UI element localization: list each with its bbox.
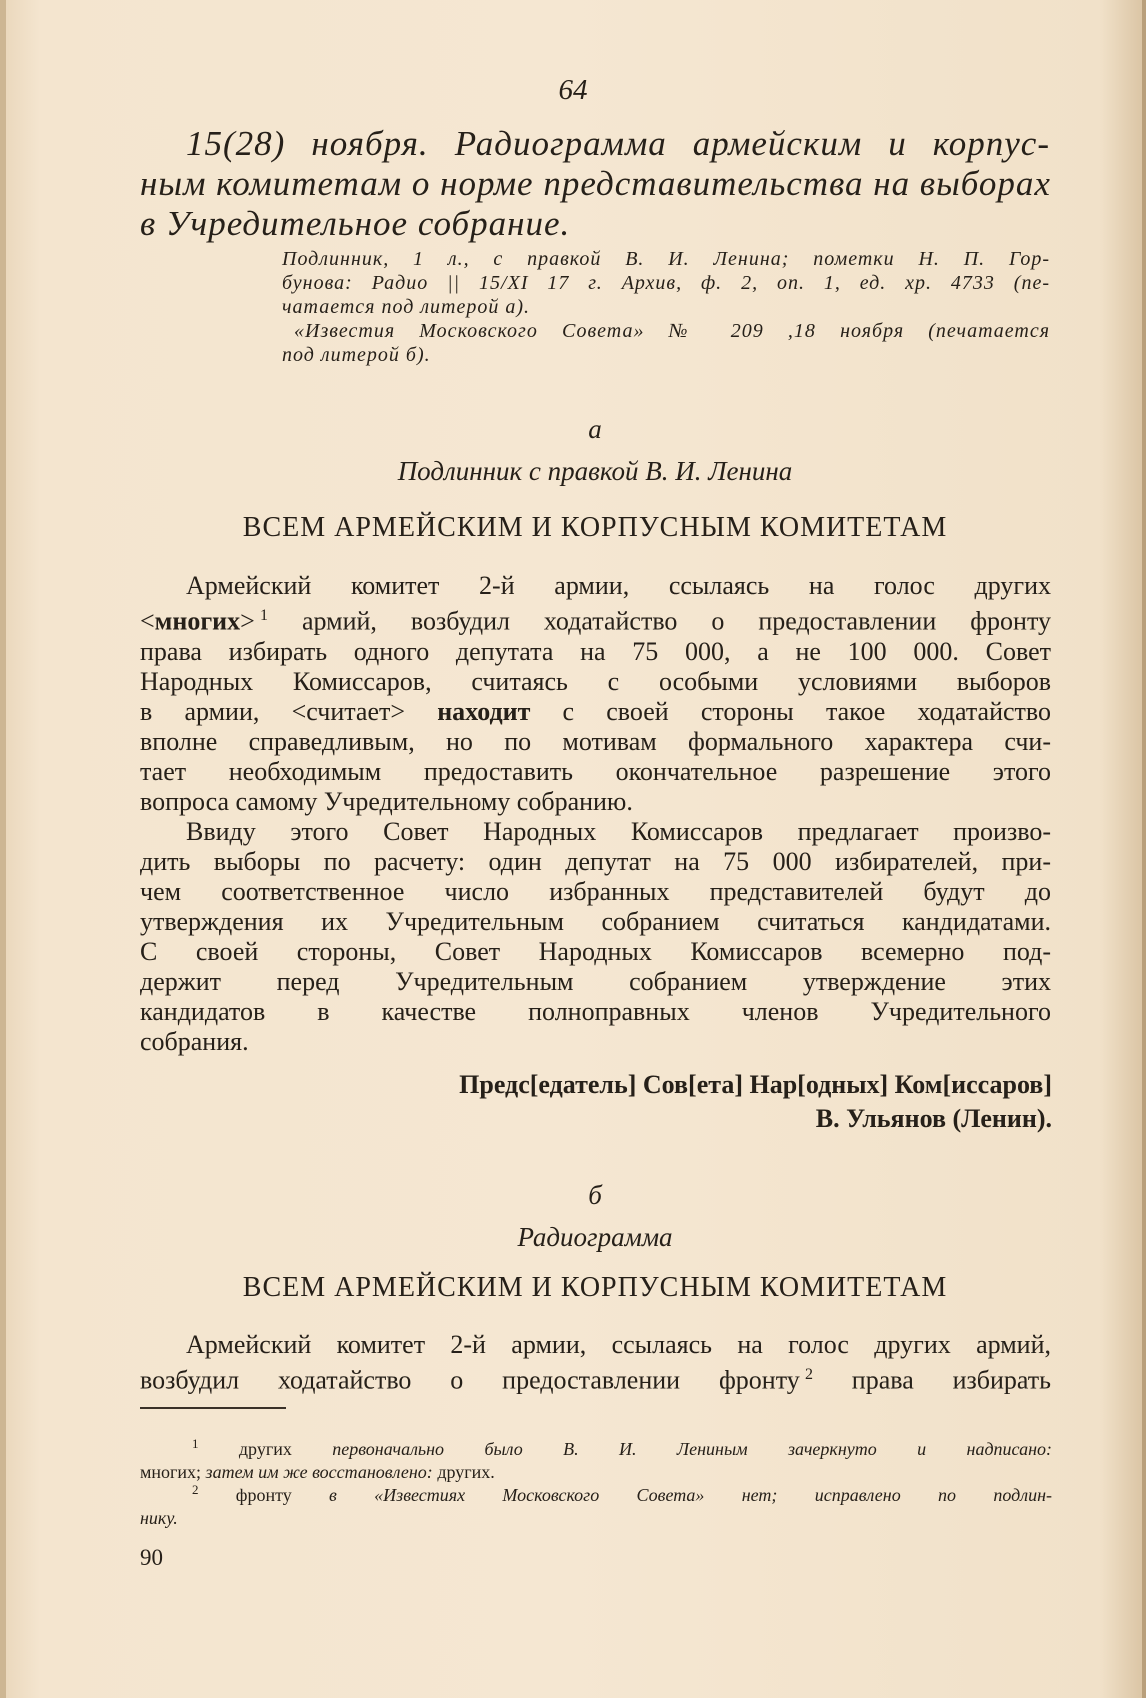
page-number: 90 (140, 1545, 163, 1570)
text-line: С своей стороны, Совет Народных Комиссаров всемерно под- (140, 936, 1051, 966)
source-line: чатается под литерой а). (282, 296, 531, 318)
book-spine (0, 0, 6, 1698)
signature-name: В. Ульянов (Ленин). (815, 1104, 1052, 1133)
text-line (140, 697, 1051, 727)
text-fragment: права избирать (812, 1365, 1052, 1395)
text-line: утверждения их Учредительным собранием считаться кандидатами. (140, 906, 1051, 936)
text-fragment: в армии, (140, 696, 292, 726)
inserted-word: находит (405, 696, 531, 726)
footnote-ref: 2 (804, 1366, 813, 1383)
footnote-line (140, 1432, 1052, 1461)
footnote-divider (140, 1407, 286, 1409)
text-line: дить выборы по расчету: один депутат на 75 000 избирателей, при- (140, 846, 1051, 876)
text-line: вопроса самому Учредительному собранию. (140, 786, 633, 816)
heading-line: 15(28) ноября. Радиограмма армейским и корпус- (186, 124, 1050, 163)
footnote-line (140, 1507, 1052, 1530)
footnote-2 (140, 1478, 1052, 1530)
document-number: 64 (558, 74, 588, 106)
text-line: права избирать одного депутата на 75 000, а не 100 000. Совет (140, 636, 1051, 666)
source-line: «Известия Московского Совета» № 209 ,18 ноября (печатается (294, 320, 1050, 342)
footnote-1 (140, 1432, 1052, 1484)
section-a-subtitle: Подлинник с правкой В. И. Ленина (397, 456, 793, 486)
section-a-letter: а (588, 414, 602, 444)
text-line: Армейский комитет 2-й армии, ссылаясь на голос других (186, 571, 1051, 600)
text-line: вполне справедливым, но по мотивам формального характера счи- (140, 726, 1051, 756)
section-b-subtitle: Радиограмма (517, 1222, 673, 1252)
source-line: Подлинник, 1 л., с правкой В. И. Ленина; пометки Н. П. Гор- (282, 248, 1050, 270)
text-line: Народных Комиссаров, считаясь с особыми условиями выборов (140, 666, 1051, 696)
text-line: собрания. (140, 1026, 249, 1056)
footnote-line (140, 1478, 1052, 1507)
footnote-ref: 1 (260, 607, 269, 624)
footnote-number: 2 (192, 1482, 199, 1497)
page-edge (1142, 0, 1146, 1698)
text-fragment: первоначально было В. И. Лениным зачеркнуто и надписано: (332, 1439, 1052, 1459)
source-line: бунова: Радио || 15/XI 17 г. Архив, ф. 2, оп. 1, ед. хр. 4733 (пе- (282, 272, 1050, 294)
heading-line: в Учредительное собрание. (140, 204, 571, 243)
text-fragment: в «Известиях Московского Совета» нет; исправлено по подлин- (329, 1485, 1052, 1505)
deletion-mark: < (140, 606, 155, 636)
section-b-letter: б (588, 1180, 602, 1210)
text-line: кандидатов в качестве полноправных членов Учредительного (140, 996, 1051, 1026)
text-line (140, 601, 1051, 637)
section-b-title: ВСЕМ АРМЕЙСКИМ И КОРПУСНЫМ КОМИТЕТАМ (242, 1272, 948, 1303)
text-line: Ввиду этого Совет Народных Комиссаров предлагает произво- (186, 816, 1051, 846)
text-fragment: возбудил ходатайство о предоставлении фронту (140, 1365, 800, 1395)
text-line (140, 1360, 1051, 1396)
text-fragment: с своей стороны такое ходатайство (530, 696, 1051, 726)
text-line: тает необходимым предоставить окончательное разрешение этого (140, 756, 1051, 786)
signature-title: Предс[едатель] Сов[ета] Нар[одных] Ком[иссаров] (459, 1070, 1052, 1099)
text-line: Армейский комитет 2-й армии, ссылаясь на голос других армий, (186, 1330, 1051, 1359)
heading-line: ным комитетам о норме представительства на выборах (140, 164, 1051, 203)
inserted-word: многих (154, 606, 241, 636)
signature-block (140, 1068, 1052, 1136)
text-fragment: армий, возбудил ходатайство о предоставлении фронту (268, 606, 1051, 636)
source-line: под литерой б). (282, 344, 431, 366)
text-fragment: затем им же восстановлено: (205, 1462, 438, 1482)
text-line: держит перед Учредительным собранием утверждение этих (140, 966, 1051, 996)
footnote-number: 1 (192, 1436, 199, 1451)
source-note (282, 247, 1050, 367)
deleted-word: <считает> (291, 696, 406, 726)
text-line: чем соответственное число избранных представителей будут до (140, 876, 1051, 906)
text-fragment: других (198, 1439, 333, 1459)
text-fragment: многих; (140, 1462, 206, 1482)
section-a-text (140, 571, 1051, 1057)
deletion-mark: > (240, 606, 255, 636)
text-fragment: фронту (198, 1485, 330, 1505)
text-fragment: нику. (140, 1508, 178, 1528)
section-a-title: ВСЕМ АРМЕЙСКИМ И КОРПУСНЫМ КОМИТЕТАМ (242, 512, 948, 543)
text-fragment: других. (437, 1462, 495, 1482)
document-heading (140, 124, 1050, 244)
section-b-text (140, 1330, 1051, 1396)
